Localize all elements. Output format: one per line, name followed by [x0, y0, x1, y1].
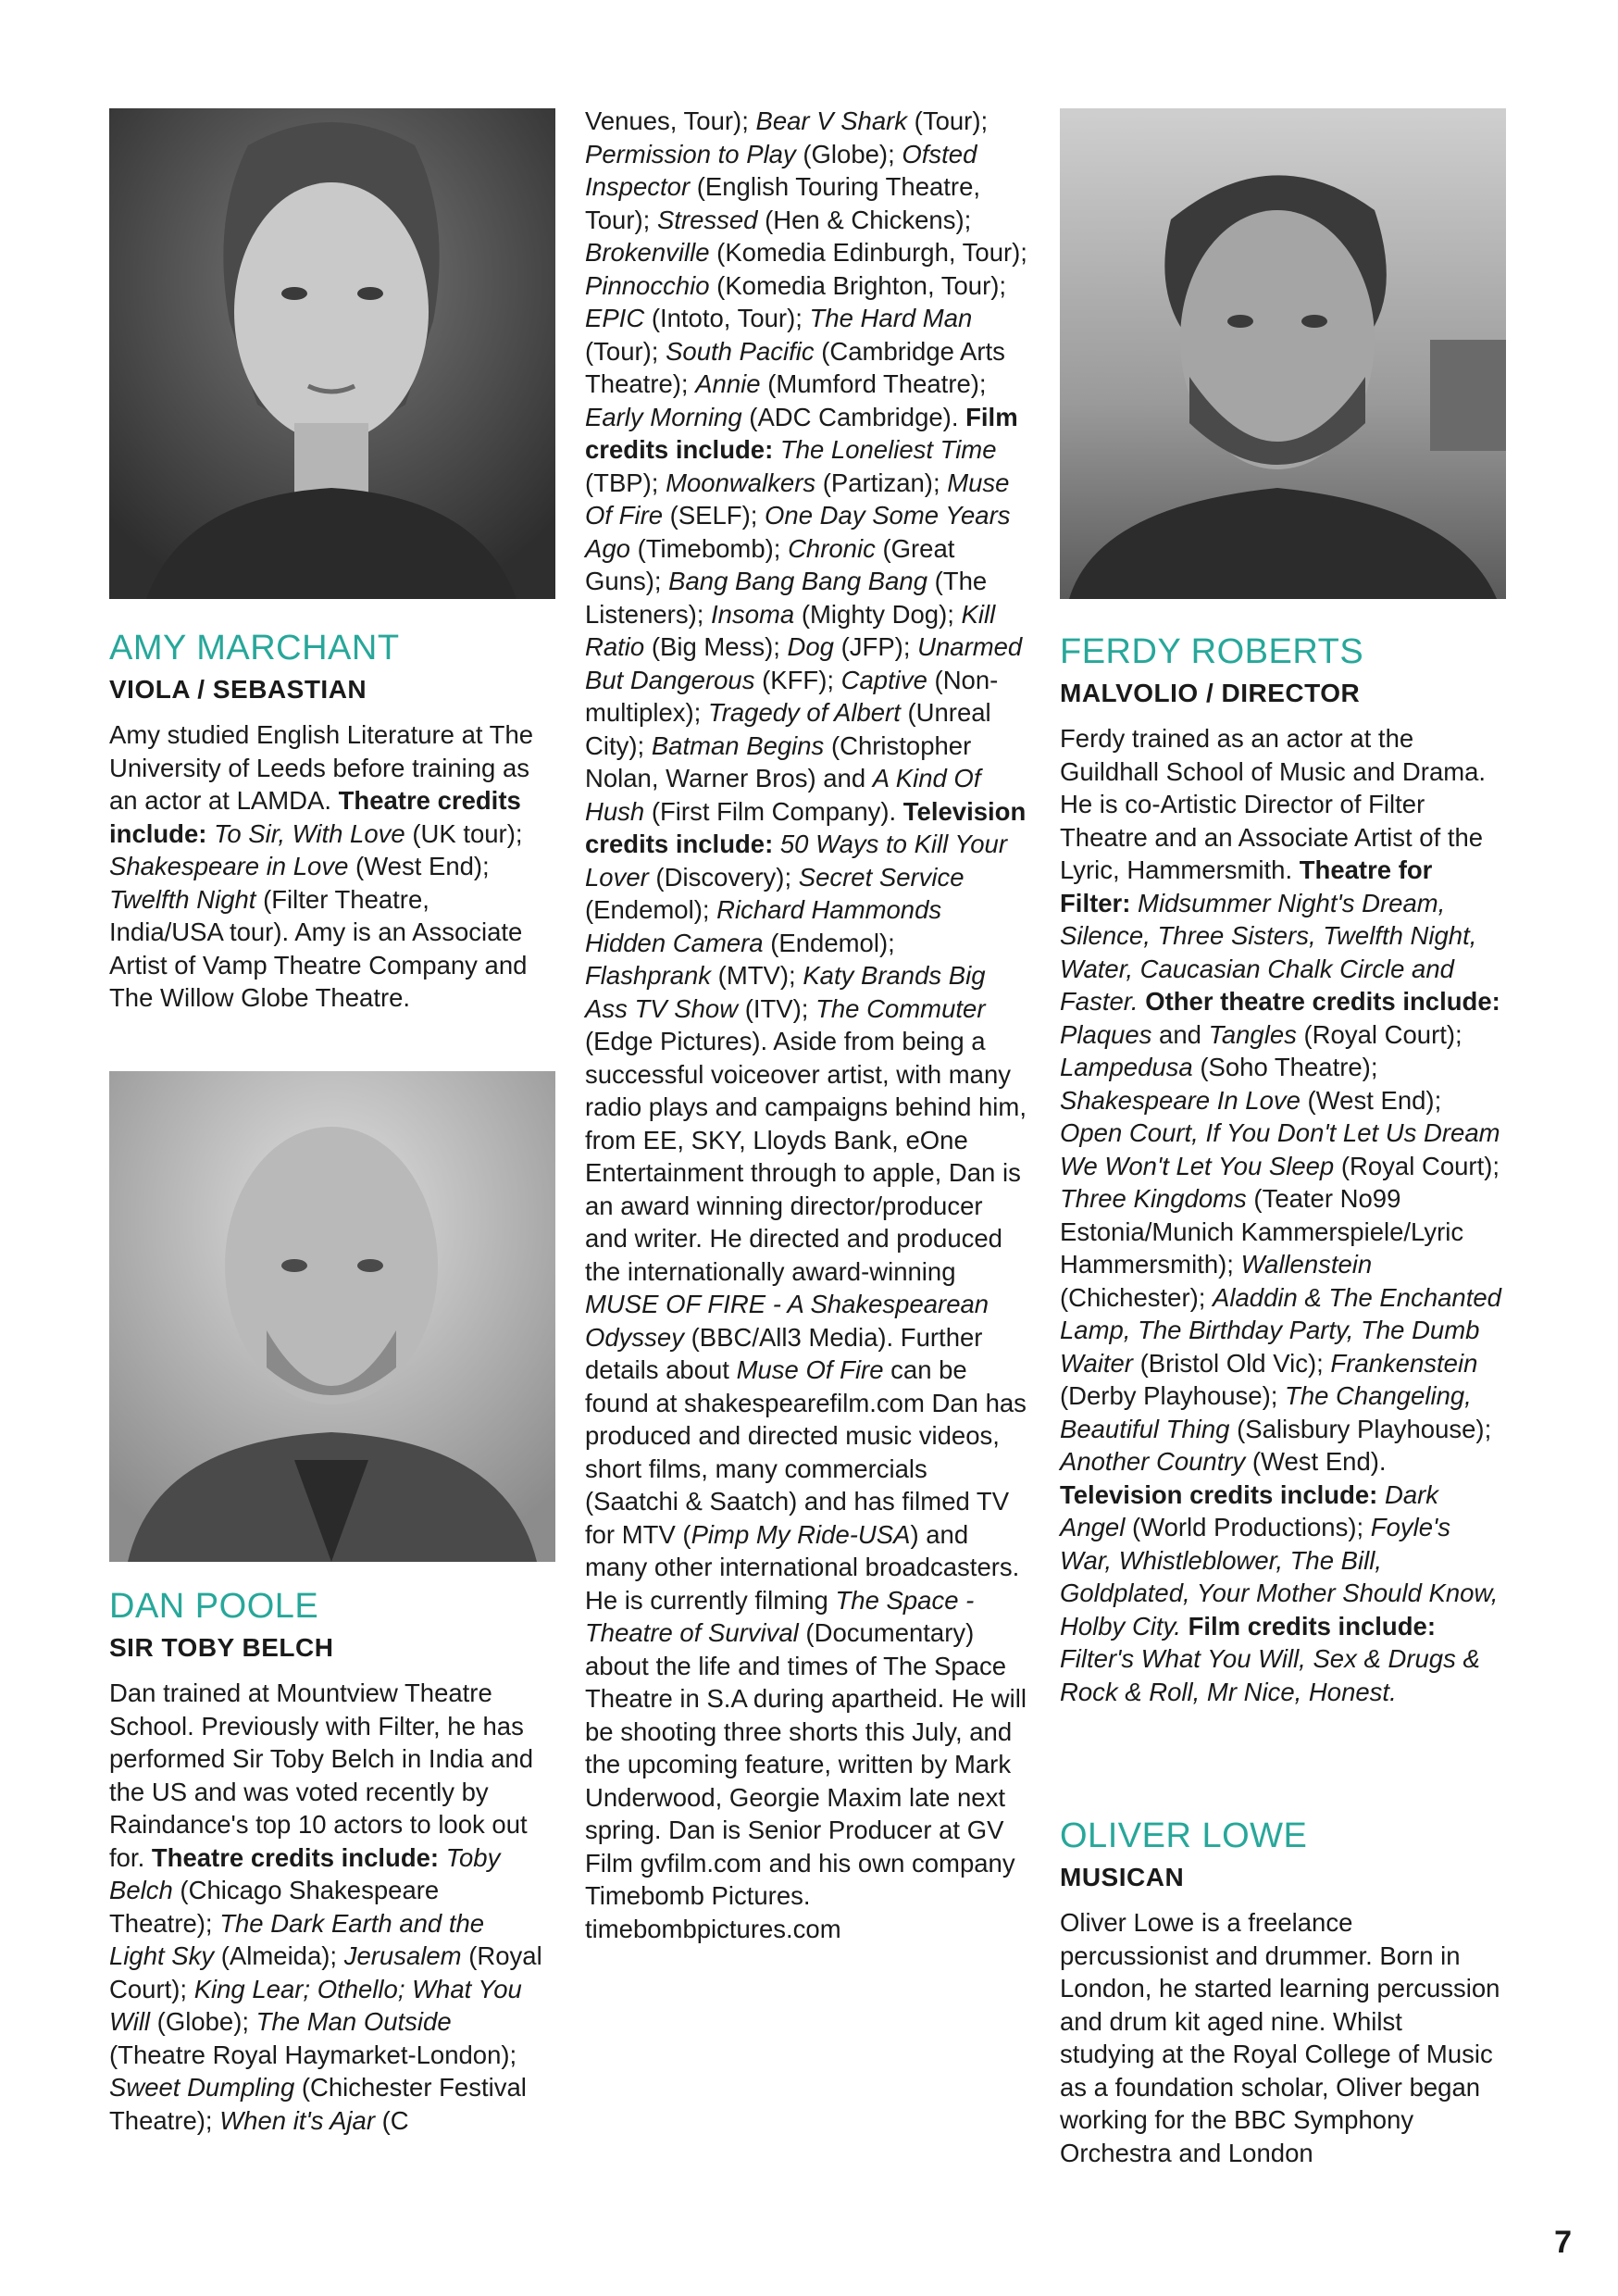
italic-run: Stressed — [656, 205, 758, 234]
text-run: (SELF); — [663, 501, 765, 530]
text-run: (Discovery); — [648, 862, 799, 892]
bold-run: Television credits include: — [585, 796, 1027, 858]
italic-run: Unarmed But Dangerous — [585, 632, 1023, 694]
dan-poole-photo — [109, 1071, 555, 1562]
text-run: (Unreal City); — [585, 698, 991, 760]
italic-run: Frankenstein — [1330, 1348, 1478, 1378]
text-run: (Chichester Festival Theatre); — [109, 2073, 527, 2135]
italic-run: Dark Angel — [1060, 1479, 1439, 1541]
italic-run: Bang Bang Bang Bang — [668, 567, 927, 595]
italic-run: Aladdin & The Enchanted Lamp, The Birthday Party, The Dumb Waiter — [1060, 1282, 1501, 1378]
italic-run: Plaques — [1060, 1019, 1152, 1049]
italic-run: King Lear; Othello; What You Will — [109, 1974, 522, 2036]
person-name-oliver-lowe: OLIVER LOWE — [1060, 1816, 1308, 1855]
italic-run: Kill Ratio — [585, 599, 996, 661]
italic-run: Bear V Shark — [755, 106, 908, 135]
text-run: (Endemol); — [585, 895, 717, 924]
italic-run: Sweet Dumpling — [109, 2073, 295, 2102]
italic-run: Twelfth Night — [109, 884, 256, 914]
bold-run: Film credits include: — [1188, 1611, 1436, 1641]
text-run: (MTV); — [711, 961, 803, 990]
italic-run: Moonwalkers — [666, 468, 816, 497]
person-role-dan-poole: SIR TOBY BELCH — [109, 1633, 334, 1662]
italic-run: Batman Begins — [651, 730, 825, 760]
text-run: (Edge Pictures). Aside from being a successful voiceover artist, with many radio plays and campaigns behind him, from EE, SKY, Lloyds Bank, eOne Entertainment through to apple, Dan is an award winning director/producer and writer. He directed and produced the internationally award-winning — [585, 1027, 1027, 1286]
text-run: (Timebomb); — [629, 533, 789, 563]
text-run: (C — [374, 2105, 409, 2135]
italic-run: South Pacific — [666, 336, 815, 366]
italic-run: The Space - Theatre of Survival — [585, 1585, 975, 1647]
bold-run: Theatre credits include: — [109, 786, 521, 848]
text-run: (TBP); — [585, 468, 666, 497]
italic-run: Richard Hammonds Hidden Camera — [585, 895, 942, 957]
text-run: Dan trained at Mountview Theatre School. Previously with Filter, he has performed Sir Toby Belch in India and the US and was voted recently by Raindance's top 10 actors to look out for. — [109, 1678, 534, 1872]
text-run: (Big Mess); — [644, 632, 788, 661]
text-run: (Mumford Theatre); — [760, 369, 987, 398]
text-run: (Bristol Old Vic); — [1132, 1348, 1331, 1378]
italic-run: Annie — [695, 369, 761, 398]
italic-run: Midsummer Night's Dream, Silence, Three Sisters, Twelfth Night, Water, Caucasian Chalk Circle and Faster. — [1060, 888, 1477, 1016]
bold-run: Television credits include: — [1060, 1479, 1385, 1509]
text-run: (Documentary) about the life and times of The Space Theatre in S.A during apartheid. He will be shooting three shorts this July, and the upcoming feature, written by Mark Underwood, Georgie Maxim late next spring. Dan is Senior Producer at GV Film gvfilm.com and his own company Timebomb Pictures. timebombpictures.com — [585, 1618, 1027, 1943]
page-number: 7 — [1554, 2225, 1572, 2260]
text-run: (Chicago Shakespeare Theatre); — [109, 1876, 440, 1938]
text-run: (Intoto, Tour); — [644, 304, 810, 332]
italic-run: Brokenville — [585, 238, 710, 267]
italic-run: Flashprank — [585, 961, 712, 990]
text-run: (UK tour); — [404, 818, 523, 848]
italic-run: Jerusalem — [343, 1941, 462, 1970]
person-bio-dan-poole — [109, 1677, 546, 2137]
italic-run: The Man Outside — [255, 2007, 452, 2036]
italic-run: Three Kingdoms — [1060, 1184, 1247, 1213]
italic-run: Permission to Play — [585, 139, 796, 168]
italic-run: Wallenstein — [1240, 1250, 1373, 1279]
person-role-ferdy-roberts: MALVOLIO / DIRECTOR — [1060, 679, 1361, 707]
italic-run: Toby Belch — [109, 1842, 501, 1904]
text-run: (Mighty Dog); — [794, 599, 962, 629]
person-name-amy-marchant: AMY MARCHANT — [109, 629, 400, 668]
text-run: and — [1151, 1019, 1209, 1049]
text-run: (Chichester); — [1060, 1282, 1214, 1312]
person-role-oliver-lowe: MUSICAN — [1060, 1863, 1185, 1891]
italic-run: Ofsted Inspector — [585, 139, 977, 201]
italic-run: When it's Ajar — [219, 2105, 375, 2135]
text-run: (Royal Court); — [109, 1941, 542, 2003]
italic-run: Secret Service — [798, 862, 965, 892]
italic-run: The Hard Man — [809, 304, 973, 332]
text-run: (Royal Court); — [1334, 1151, 1500, 1180]
text-run: (Komedia Brighton, Tour); — [709, 270, 1007, 300]
bold-run: Theatre for Filter: — [1060, 855, 1433, 917]
italic-run: Filter's What You Will, Sex & Drugs & Rock & Roll, Mr Nice, Honest. — [1060, 1644, 1480, 1706]
text-run: (Great Guns); — [585, 533, 955, 595]
text-run: (Partizan); — [815, 468, 948, 497]
italic-run: Tangles — [1208, 1019, 1297, 1049]
italic-run: Lampedusa — [1060, 1053, 1193, 1081]
text-run: (Salisbury Playhouse); — [1229, 1414, 1492, 1443]
italic-run: One Day Some Years Ago — [585, 501, 1011, 563]
text-run: (BBC/All3 Media). Further details about — [585, 1322, 983, 1384]
bold-run: Theatre credits include: — [151, 1842, 446, 1872]
italic-run: The Loneliest Time — [779, 435, 997, 464]
person-name-ferdy-roberts: FERDY ROBERTS — [1060, 632, 1364, 671]
italic-run: Pimp My Ride-USA — [691, 1519, 911, 1549]
text-run: (Theatre Royal Haymarket-London); — [109, 2040, 517, 2069]
text-run: (Cambridge Arts Theatre); — [585, 336, 1005, 398]
italic-run: Chronic — [788, 533, 876, 563]
text-run: (ITV); — [738, 993, 816, 1023]
italic-run: Foyle's War, Whistleblower, The Bill, Goldplated, Your Mother Should Know, Holby City. — [1060, 1513, 1499, 1641]
text-run: Ferdy trained as an actor at the Guildhall School of Music and Drama. He is co-Artistic Director of Filter Theatre and an Associate Artist of the Lyric, Hammersmith. — [1060, 724, 1487, 884]
text-run: (West End); — [348, 852, 490, 880]
italic-run: A Kind Of Hush — [585, 764, 981, 826]
italic-run: Shakespeare in Love — [109, 852, 349, 880]
text-run: (Soho Theatre); — [1192, 1053, 1378, 1081]
text-run: (ADC Cambridge). — [741, 402, 966, 431]
text-run: (Tour); — [907, 106, 989, 135]
text-run: Oliver Lowe is a freelance percussionist and drummer. Born in London, he started learning percussion and drum kit aged nine. Whilst studying at the Royal College of Music as a foundation scholar, Oliver began working for the BBC Symphony Orchestra and London — [1060, 1908, 1500, 2167]
text-run: (Endemol); — [763, 928, 895, 957]
italic-run: Katy Brands Big Ass TV Show — [585, 961, 986, 1023]
bold-run: Other theatre credits include: — [1145, 987, 1500, 1016]
text-run: (Teater No99 Estonia/Munich Kammerspiele/Lyric Hammersmith); — [1060, 1184, 1464, 1279]
italic-run: Early Morning — [585, 402, 742, 431]
text-run: (Derby Playhouse); — [1060, 1381, 1286, 1410]
text-run: ) and many other international broadcasters. He is currently filming — [585, 1519, 1020, 1615]
italic-run: MUSE OF FIRE - A Shakespearean Odyssey — [585, 1290, 989, 1352]
italic-run: Another Country — [1060, 1447, 1246, 1476]
text-run: (Hen & Chickens); — [757, 205, 972, 234]
amy-marchant-photo — [109, 108, 555, 599]
italic-run: Muse Of Fire — [585, 468, 1010, 530]
italic-run: Dog — [787, 632, 834, 661]
text-run: (Globe); — [150, 2007, 256, 2036]
person-role-amy-marchant: VIOLA / SEBASTIAN — [109, 675, 367, 704]
text-run: (Komedia Edinburgh, Tour); — [709, 238, 1027, 267]
text-run: (West End); — [1300, 1085, 1442, 1115]
person-name-dan-poole: DAN POOLE — [109, 1587, 319, 1626]
dan-poole-bio-continued — [585, 105, 1027, 1945]
text-run: (Almeida); — [214, 1941, 344, 1970]
italic-run: EPIC — [585, 304, 645, 332]
text-run: Venues, Tour); — [585, 106, 756, 135]
text-run: (KFF); — [754, 665, 841, 694]
person-bio-amy-marchant — [109, 718, 546, 1015]
italic-run: The Dark Earth and the Light Sky — [109, 1908, 485, 1970]
text-run: (Filter Theatre, India/USA tour). Amy is an Associate Artist of Vamp Theatre Company and The Willow Globe Theatre. — [109, 884, 528, 1012]
person-bio-ferdy-roberts — [1060, 722, 1502, 1708]
ferdy-roberts-photo — [1060, 108, 1506, 599]
italic-run: Shakespeare In Love — [1060, 1085, 1301, 1115]
italic-run: Tragedy of Albert — [707, 698, 901, 727]
text-run: (Non-multiplex); — [585, 665, 999, 727]
text-run: (English Touring Theatre, Tour); — [585, 172, 981, 234]
text-run: (JFP); — [833, 632, 918, 661]
text-run: (Royal Court); — [1296, 1019, 1462, 1049]
text-run: (West End). — [1245, 1447, 1387, 1476]
italic-run: The Changeling, Beautiful Thing — [1060, 1381, 1472, 1443]
italic-run: Muse Of Fire — [736, 1355, 884, 1384]
text-run — [1181, 1612, 1189, 1641]
italic-run: Open Court, If You Don't Let Us Dream We Won't Let You Sleep — [1060, 1118, 1500, 1180]
italic-run: Insoma — [711, 599, 795, 629]
text-run: (Tour); — [585, 336, 666, 366]
bold-run: Film credits include: — [585, 402, 1018, 464]
text-run: (Globe); — [795, 139, 902, 168]
italic-run: To Sir, With Love — [214, 818, 405, 848]
text-run: (World Productions); — [1125, 1513, 1371, 1541]
text-run: (First Film Company). — [644, 796, 903, 826]
italic-run: The Commuter — [815, 993, 986, 1023]
text-run: Amy studied English Literature at The University of Leeds before training as an actor at LAMDA. — [109, 720, 534, 815]
italic-run: Captive — [840, 665, 927, 694]
text-run: (Christopher Nolan, Warner Bros) and — [585, 730, 972, 792]
italic-run: Pinnocchio — [585, 270, 710, 300]
text-run: can be found at shakespearefilm.com Dan has produced and directed music videos, short films, many commercials (Saatchi & Saatch) and has filmed TV for MTV ( — [585, 1355, 1027, 1549]
text-run: (The Listeners); — [585, 567, 988, 629]
person-bio-oliver-lowe — [1060, 1906, 1502, 2169]
italic-run: 50 Ways to Kill Your Lover — [585, 830, 1007, 892]
